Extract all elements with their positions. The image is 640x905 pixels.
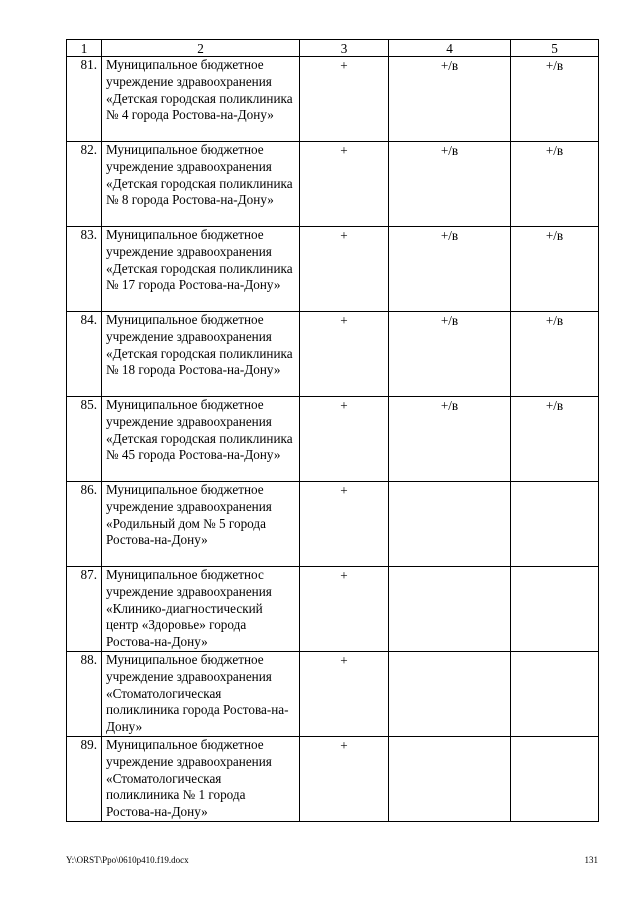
column-3-cell: + [300,227,389,312]
table-row [67,227,599,312]
row-number-cell: 87. [67,567,102,652]
institution-name-cell: Муниципальное бюджетное учреждение здравоохранения «Детская городская поликлиника № 8 города Ростова-на-Дону» [102,142,300,227]
column-5-cell [511,652,599,737]
column-4-cell [389,737,511,822]
institution-name-cell: Муниципальное бюджетное учреждение здравоохранения «Детская городская поликлиника № 4 города Ростова-на-Дону» [102,57,300,142]
table-row [67,737,599,822]
column-5-cell [511,567,599,652]
column-header: 4 [389,40,511,57]
column-3-cell: + [300,652,389,737]
institution-name-cell: Муниципальное бюджетное учреждение здравоохранения «Родильный дом № 5 города Ростова-на-Дону» [102,482,300,567]
institution-name-cell: Муниципальное бюджетное учреждение здравоохранения «Стоматологическая поликлиника № 1 города Ростова-на-Дону» [102,737,300,822]
column-header: 5 [511,40,599,57]
column-4-cell [389,567,511,652]
column-5-cell: +/в [511,397,599,482]
table-row [67,312,599,397]
institution-name-cell: Муниципальное бюджетное учреждение здравоохранения «Детская городская поликлиника № 17 города Ростова-на-Дону» [102,227,300,312]
column-3-cell: + [300,57,389,142]
column-5-cell [511,737,599,822]
institution-name-cell: Муниципальное бюджетное учреждение здравоохранения «Детская городская поликлиника № 45 города Ростова-на-Дону» [102,397,300,482]
column-4-cell: +/в [389,57,511,142]
table-header-row [67,40,599,57]
column-4-cell: +/в [389,397,511,482]
row-number-cell: 86. [67,482,102,567]
table-row [67,652,599,737]
column-5-cell: +/в [511,227,599,312]
row-number-cell: 88. [67,652,102,737]
column-3-cell: + [300,482,389,567]
row-number-cell: 82. [67,142,102,227]
column-4-cell: +/в [389,227,511,312]
row-number-cell: 89. [67,737,102,822]
column-5-cell: +/в [511,312,599,397]
row-number-cell: 85. [67,397,102,482]
column-3-cell: + [300,397,389,482]
column-5-cell: +/в [511,57,599,142]
row-number-cell: 84. [67,312,102,397]
table-row [67,57,599,142]
column-header: 1 [67,40,102,57]
column-4-cell [389,482,511,567]
column-header: 2 [102,40,300,57]
column-3-cell: + [300,142,389,227]
footer-page-number: 131 [584,855,598,865]
table-row [67,397,599,482]
row-number-cell: 81. [67,57,102,142]
column-header: 3 [300,40,389,57]
column-5-cell [511,482,599,567]
column-4-cell: +/в [389,312,511,397]
institution-name-cell: Муниципальное бюджетное учреждение здравоохранения «Стоматологическая поликлиника города Ростова-на-Дону» [102,652,300,737]
table-row [67,567,599,652]
table-row [67,482,599,567]
institution-name-cell: Муниципальное бюджетнос учреждение здравоохранения «Клинико-диагностический центр «Здоровье» города Ростова-на-Дону» [102,567,300,652]
footer-file-path: Y:\ORST\Ppo\0610p410.f19.docx [66,855,189,865]
institutions-table [66,39,599,822]
column-4-cell: +/в [389,142,511,227]
row-number-cell: 83. [67,227,102,312]
column-3-cell: + [300,567,389,652]
column-3-cell: + [300,312,389,397]
column-5-cell: +/в [511,142,599,227]
institution-name-cell: Муниципальное бюджетное учреждение здравоохранения «Детская городская поликлиника № 18 города Ростова-на-Дону» [102,312,300,397]
column-3-cell: + [300,737,389,822]
table-row [67,142,599,227]
column-4-cell [389,652,511,737]
